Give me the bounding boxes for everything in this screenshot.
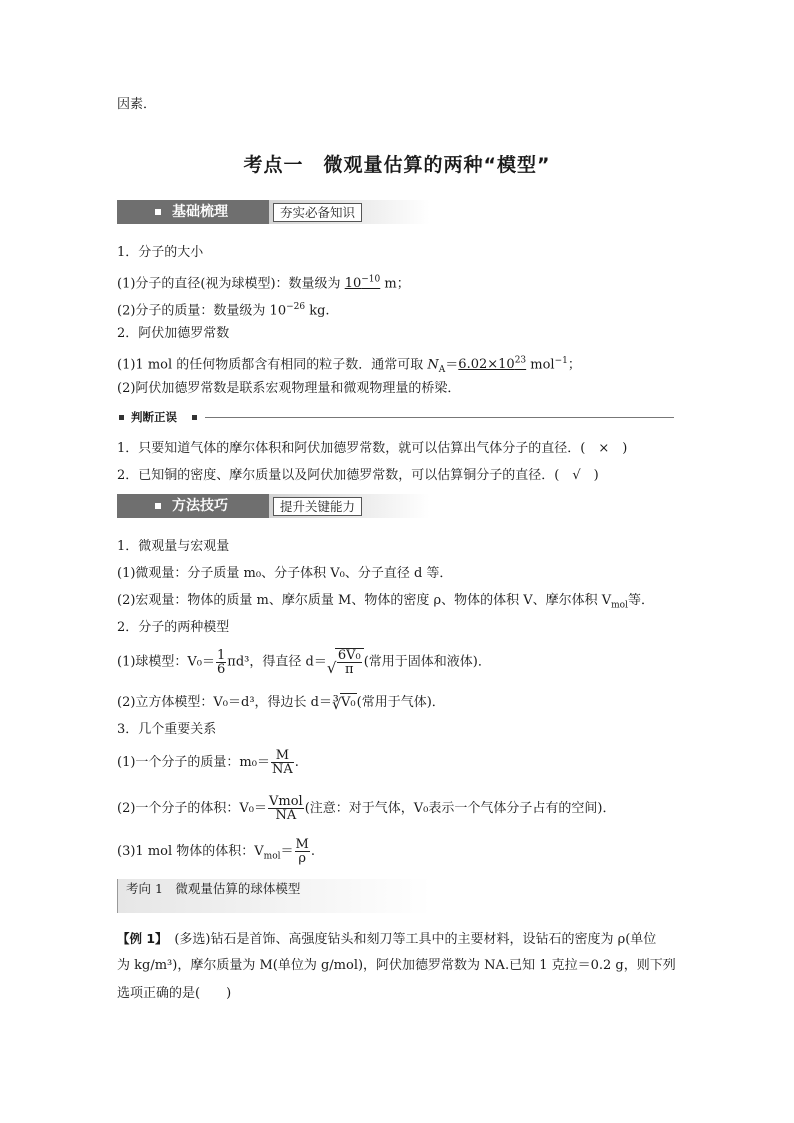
- square-bullet-icon: [155, 209, 161, 215]
- banner-methods: [117, 494, 430, 518]
- banner-basics-tag: 夯实必备知识: [273, 203, 362, 222]
- methods-heading-3: 3．几个重要关系: [117, 722, 217, 737]
- methods-heading-1: 1．微观量与宏观量: [117, 539, 230, 554]
- divider: [205, 417, 674, 418]
- methods-item-2: (2)宏观量：物体的质量 m、摩尔质量 M、物体的密度 ρ、物体的体积 V、摩尔体积 $V_{mol}$等．: [117, 593, 654, 611]
- sqrt-symbol: √ $\frac{\text{6V₀}}{\pi}$: [327, 648, 364, 676]
- example-line-1: 【例 1】 (多选)钻石是首饰、高强度钻头和刻刀等工具中的主要材料，设钻石的密度为 ρ(单位: [117, 931, 657, 947]
- example-tag: 【例 1】: [117, 931, 162, 946]
- kaoxiang-label: 考向 1 微观量估算的球体模型: [126, 881, 301, 896]
- square-bullet-icon: [155, 503, 161, 509]
- kaoxiang-box: [117, 879, 431, 913]
- relation-1: (1)一个分子的质量：m₀＝ $\frac{M}{NA}$ .: [117, 748, 299, 777]
- square-bullet-icon: [119, 415, 124, 420]
- judge-label: 判断正误: [131, 410, 177, 424]
- judge-header: [117, 410, 674, 424]
- methods-item-1: (1)微观量：分子质量 m₀、分子体积 V₀、分子直径 d 等．: [117, 566, 453, 581]
- judge-question-2: 2．已知铜的密度、摩尔质量以及阿伏加德罗常数，可以估算铜分子的直径．( √ ): [117, 468, 599, 483]
- basics-heading-2: 2．阿伏加德罗常数: [117, 326, 230, 341]
- sphere-model-formula: (1)球模型：V₀＝ $\frac{1}{6}$ πd³，得直径 d＝ √ $\frac{\text{6V₀}}{\pi}$ (常用于固体和液体)．: [117, 647, 491, 677]
- banner-methods-tag: 提升关键能力: [273, 497, 362, 516]
- cube-model-formula: (2)立方体模型：V₀＝d³，得边长 d＝ ∛ V₀(常用于气体)．: [117, 695, 445, 713]
- banner-basics-label: 基础梳理: [117, 200, 269, 224]
- example-line-3: 选项正确的是( ): [117, 986, 232, 1001]
- basics-item-4: (2)阿伏加德罗常数是联系宏观物理量和微观物理量的桥梁．: [117, 381, 461, 396]
- methods-heading-2: 2．分子的两种模型: [117, 620, 230, 635]
- judge-question-1: 1．只要知道气体的摩尔体积和阿伏加德罗常数，就可以估算出气体分子的直径．( × ): [117, 441, 628, 456]
- basics-item-3: (1)1 mol 的任何物质都含有相同的粒子数．通常可取 $N_A=6.02\times 10^{23}$ mol$^{-1}$；: [117, 356, 581, 375]
- intro-tail: 因素．: [117, 97, 157, 112]
- cube-root-symbol: ∛ V₀: [332, 695, 356, 713]
- example-line-2: 为 kg/m³)，摩尔质量为 M(单位为 g/mol)，阿伏加德罗常数为 NA.已知 1 克拉＝0.2 g，则下列: [117, 958, 676, 973]
- basics-item-2: (2)分子的质量：数量级为 $10^{-26}$ kg.: [117, 302, 330, 319]
- banner-basics: [117, 200, 430, 224]
- section-title: 考点一 微观量估算的两种“模型”: [243, 154, 551, 176]
- banner-methods-label: 方法技巧: [117, 494, 269, 518]
- relation-3: (3)1 mol 物体的体积：$V_{mol}=$ $\frac{M}{\rho}$ .: [117, 837, 315, 866]
- basics-heading-1: 1．分子的大小: [117, 245, 204, 260]
- relation-2: (2)一个分子的体积：V₀＝ $\frac{\text{Vmol}}{NA}$ (注意：对于气体，V₀表示一个气体分子占有的空间)．: [117, 794, 616, 823]
- basics-item-1: (1)分子的直径(视为球模型)：数量级为 $10^{-10}$ m；: [117, 275, 410, 292]
- square-bullet-icon: [192, 415, 197, 420]
